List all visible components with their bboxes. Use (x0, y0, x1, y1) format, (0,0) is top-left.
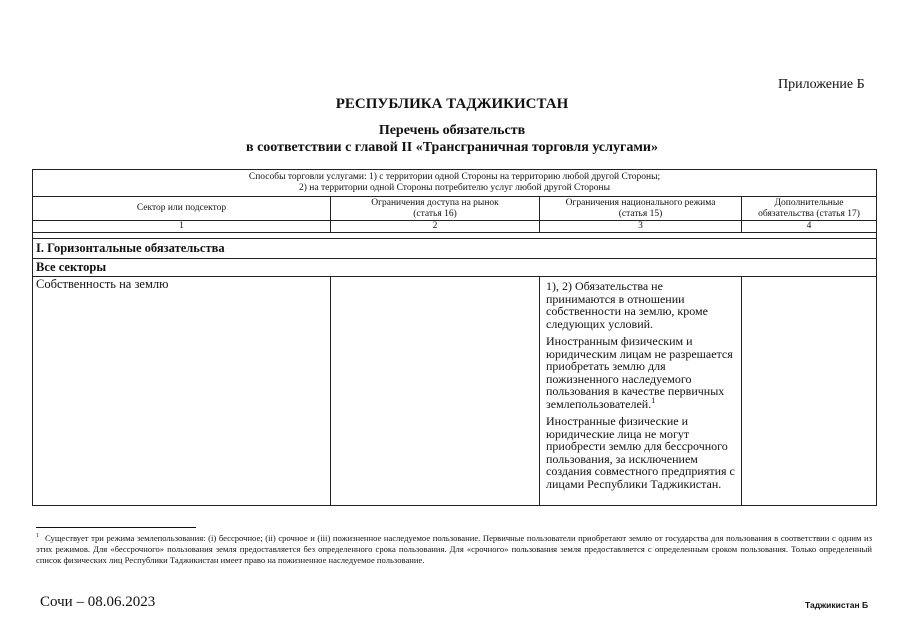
footnote-mark: 1 (36, 533, 39, 540)
column-number: 4 (742, 221, 877, 233)
section-row (33, 239, 877, 259)
market-access-cell (331, 277, 540, 506)
annex-label: Приложение Б (778, 77, 865, 92)
footnote-separator (36, 527, 196, 528)
additional-commitments-cell (742, 277, 877, 506)
document-subtitle: в соответствии с главой II «Трансграничная торговля услугами» (246, 140, 658, 155)
modes-row (33, 170, 877, 197)
column-header-line: Ограничения национального режима (565, 197, 716, 208)
commitment-paragraph: Иностранные физические и юридические лица не могут приобрести землю для бессрочного пользования, за исключением создания совместного предприятия с лицами Республики Таджикистан. (546, 414, 735, 491)
footnote-reference[interactable]: 1 (651, 395, 656, 405)
modes-line-1: Способы торговли услугами: 1) с территории одной Стороны на территорию любой другой Стороны; (248, 172, 661, 182)
country-heading: РЕСПУБЛИКА ТАДЖИКИСТАН (335, 96, 569, 112)
column-header-national-treatment (540, 197, 742, 221)
sector-cell: Собственность на землю (33, 277, 331, 506)
column-header-row (33, 197, 877, 221)
modes-line-2: 2) на территории одной Стороны потребителю услуг любой другой Стороны (299, 183, 610, 193)
column-number: 3 (540, 221, 742, 233)
column-header-line: Ограничения доступа на рынок (371, 197, 499, 208)
column-number: 1 (33, 221, 331, 233)
column-number: 2 (331, 221, 540, 233)
column-header-line: обязательства (статья 17) (758, 208, 860, 219)
commitment-text: Иностранным физическим и юридическим лицам не разрешается приобретать землю для пожизненного наследуемого пользования в качестве первичных землепользователей. (546, 334, 733, 411)
footnote-text: Существует три режима землепользования: (i) бессрочное; (ii) срочное и (iii) пожизненное наследуемое пользование. Первичные пользователи приобретают землю от государства для пользования в соответствии с одним из этих режимов. Для «бессрочного» пользования земля предоставляется без определенного срока пользования. Для «срочного» пользования земля предоставляется с определенным сроком пользования. Только определенный список физических лиц Республики Таджикистан имеет право на пожизненное наследуемое пользование. (36, 533, 872, 565)
column-number-row (33, 221, 877, 233)
commitment-paragraph: 1), 2) Обязательства не принимаются в отношении собственности на землю, кроме следующих условий. (546, 279, 708, 331)
footnote (36, 533, 872, 566)
national-treatment-cell (540, 277, 742, 506)
subsection-title: Все секторы (33, 259, 877, 277)
column-header-line: (статья 16) (413, 208, 457, 219)
table-row (33, 277, 877, 506)
column-header-line: (статья 15) (618, 208, 663, 219)
modes-of-supply (33, 170, 877, 197)
commitment-paragraph (546, 335, 735, 410)
section-title: I. Горизонтальные обязательства (33, 239, 877, 259)
subsection-row (33, 259, 877, 277)
document-title: Перечень обязательств (378, 123, 526, 138)
footer-page-label: Таджикистан Б (805, 600, 869, 610)
column-header-sector (33, 197, 331, 221)
commitments-table (32, 169, 877, 506)
column-header-market-access (331, 197, 540, 221)
footer-place-date: Сочи – 08.06.2023 (40, 594, 156, 610)
column-header-line: Дополнительные (774, 197, 844, 208)
column-header-additional (742, 197, 877, 221)
column-header-line: Сектор или подсектор (136, 203, 227, 213)
